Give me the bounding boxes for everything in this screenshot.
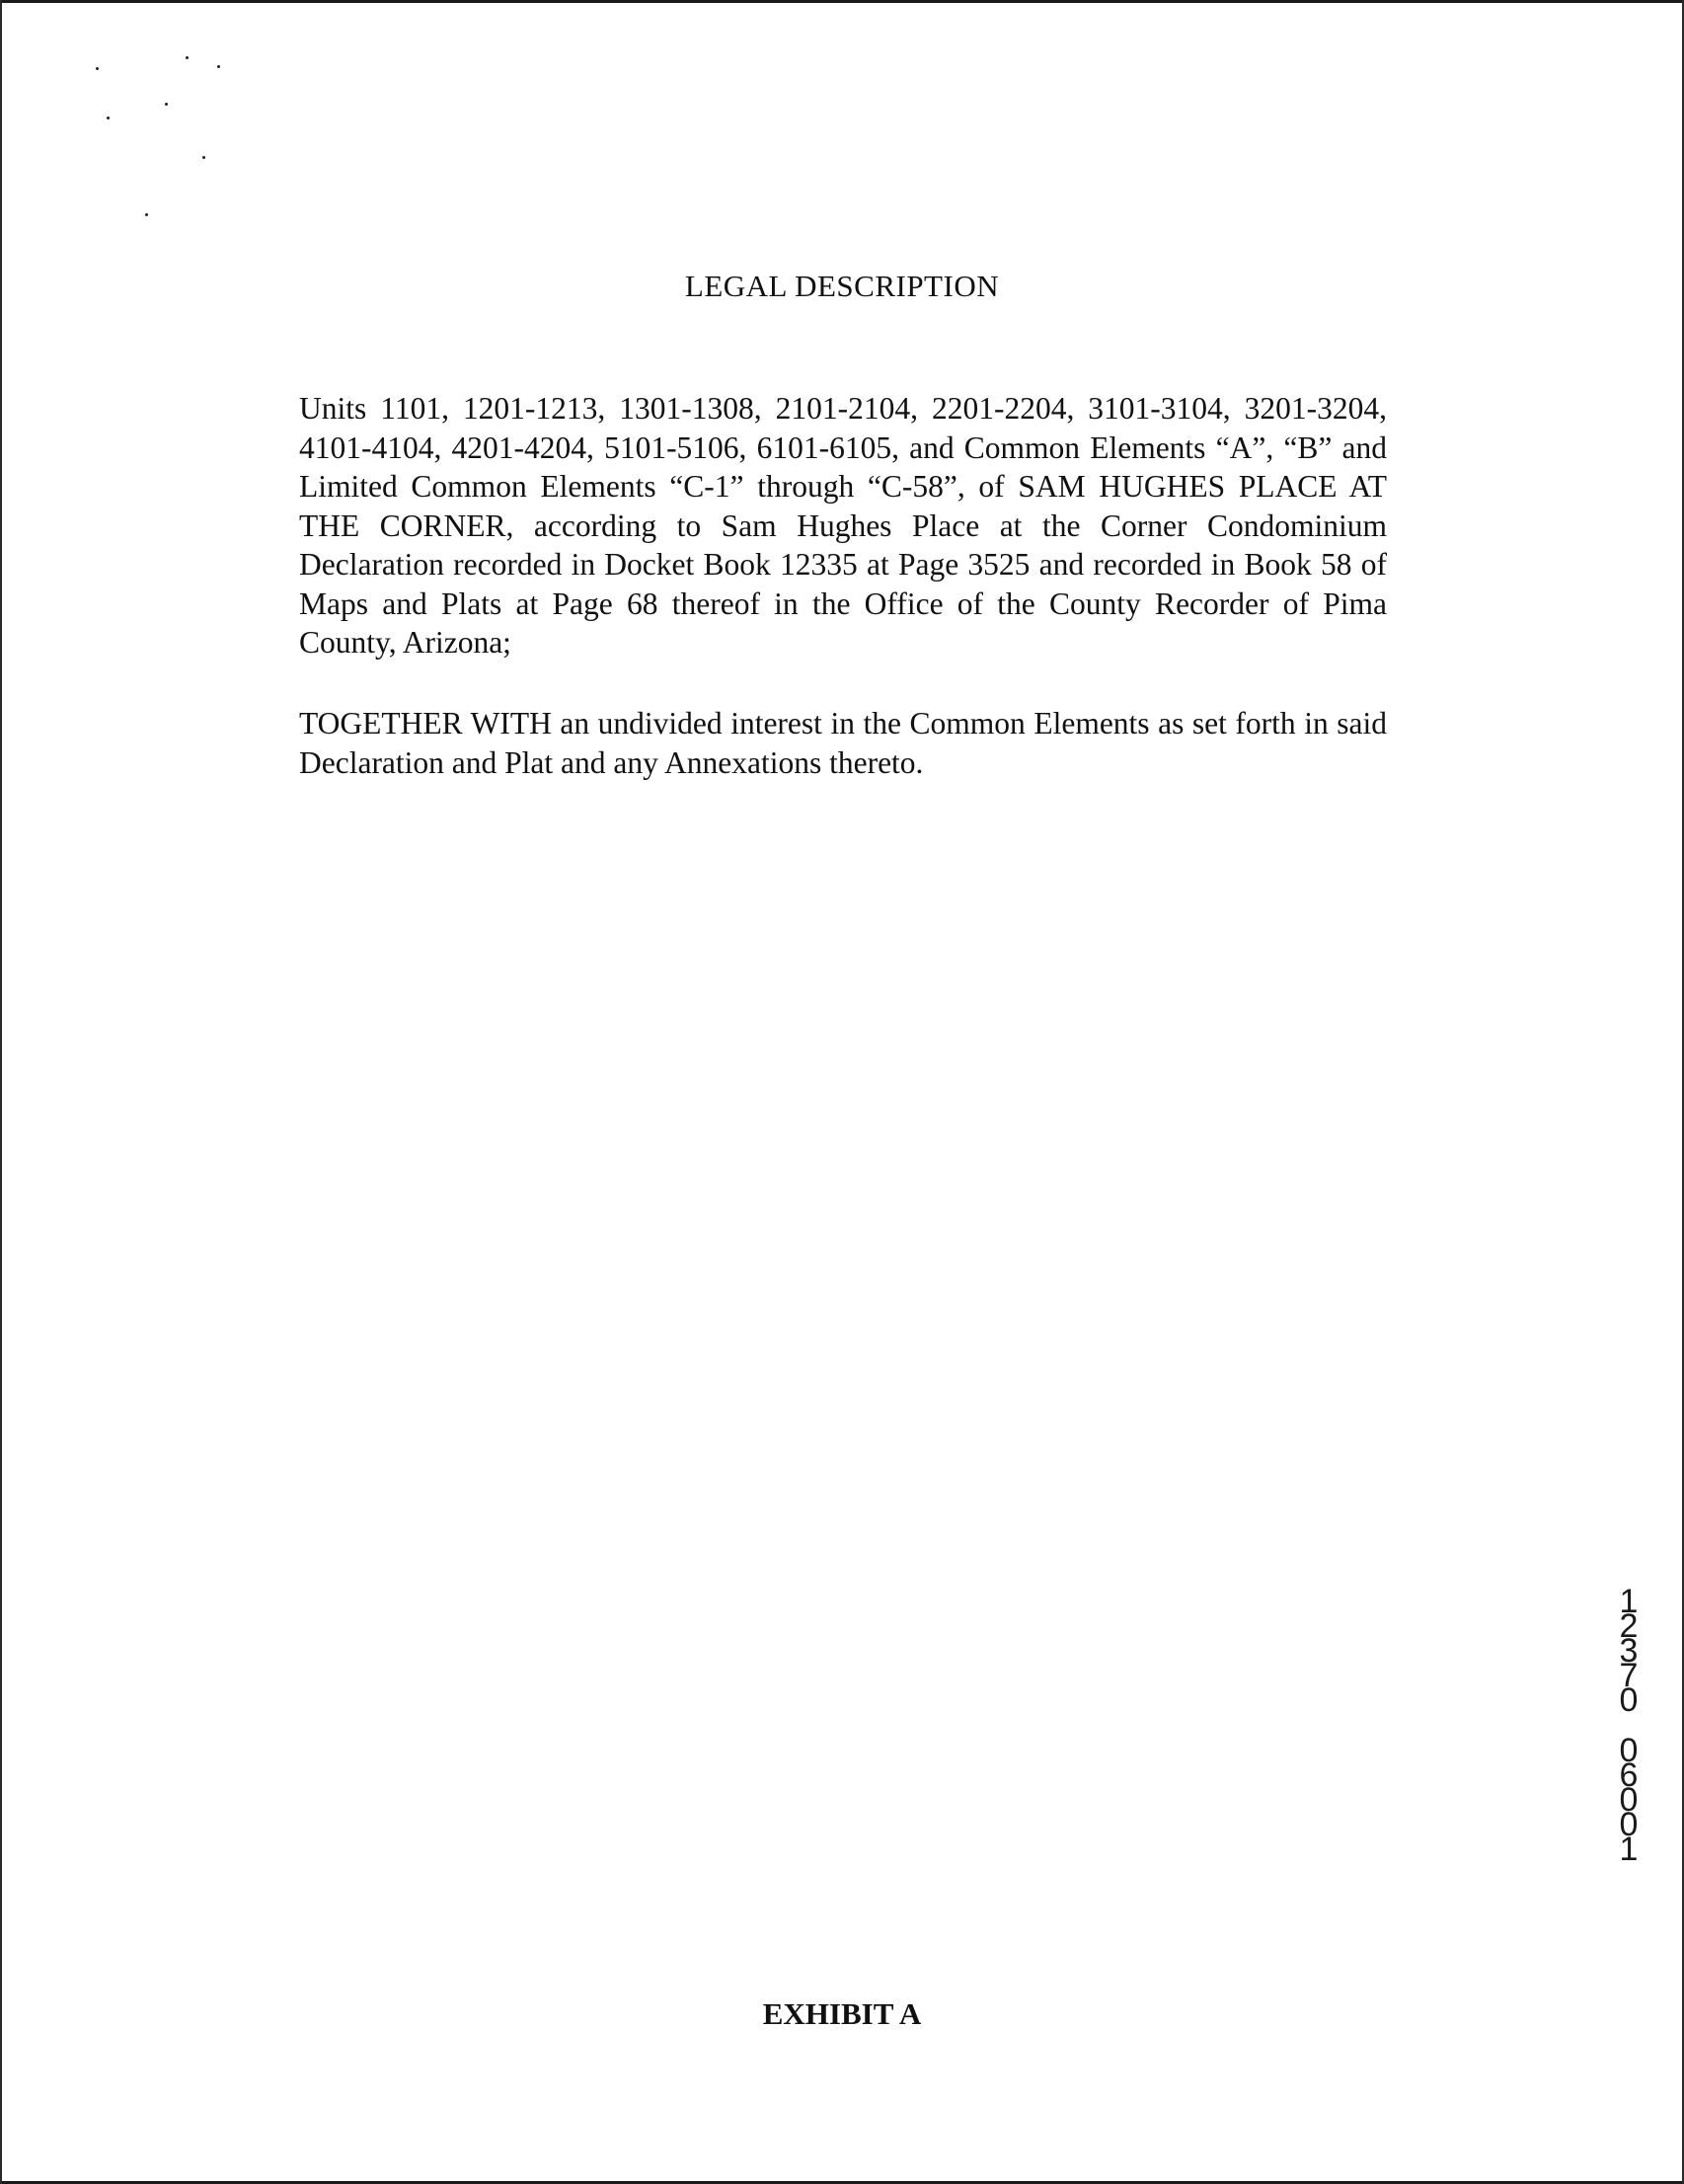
recorder-page-number: 06001 <box>1619 1732 1639 1868</box>
scan-border-top <box>0 0 1684 3</box>
scan-speck <box>202 156 205 159</box>
recorder-stamp <box>1612 1583 1646 1868</box>
page-title: LEGAL DESCRIPTION <box>684 269 1000 303</box>
exhibit-label: EXHIBIT A <box>762 1996 922 2031</box>
scan-speck <box>165 103 168 106</box>
legal-description-paragraph: Units 1101, 1201-1213, 1301-1308, 2101-2104, 2201-2204, 3101-3104, 3201-3204, 4101-4104, 4201-4204, 5101-5106, 6101-6105, and Common Elements “A”, “B” and Limited Common Elements “C-1” through “C-58”, of SAM HUGHES PLACE AT THE CORNER, according to Sam Hughes Place at the Corner Condominium Declaration recorded in Docket Book 12335 at Page 3525 and recorded in Book 58 of Maps and Plats at Page 68 thereof in the Office of the County Recorder of Pima County, Arizona; <box>299 391 1387 660</box>
scan-speck <box>145 213 148 216</box>
scan-speck <box>96 67 99 70</box>
scan-speck <box>217 65 220 68</box>
scan-border-left <box>0 0 2 2184</box>
scan-speck <box>186 56 189 59</box>
scan-speck <box>107 117 110 119</box>
recorder-docket-number: 12370 <box>1619 1583 1639 1719</box>
together-with-paragraph: TOGETHER WITH an undivided interest in the Common Elements as set forth in said Declaration and Plat and any Annexations thereto. <box>299 706 1387 780</box>
